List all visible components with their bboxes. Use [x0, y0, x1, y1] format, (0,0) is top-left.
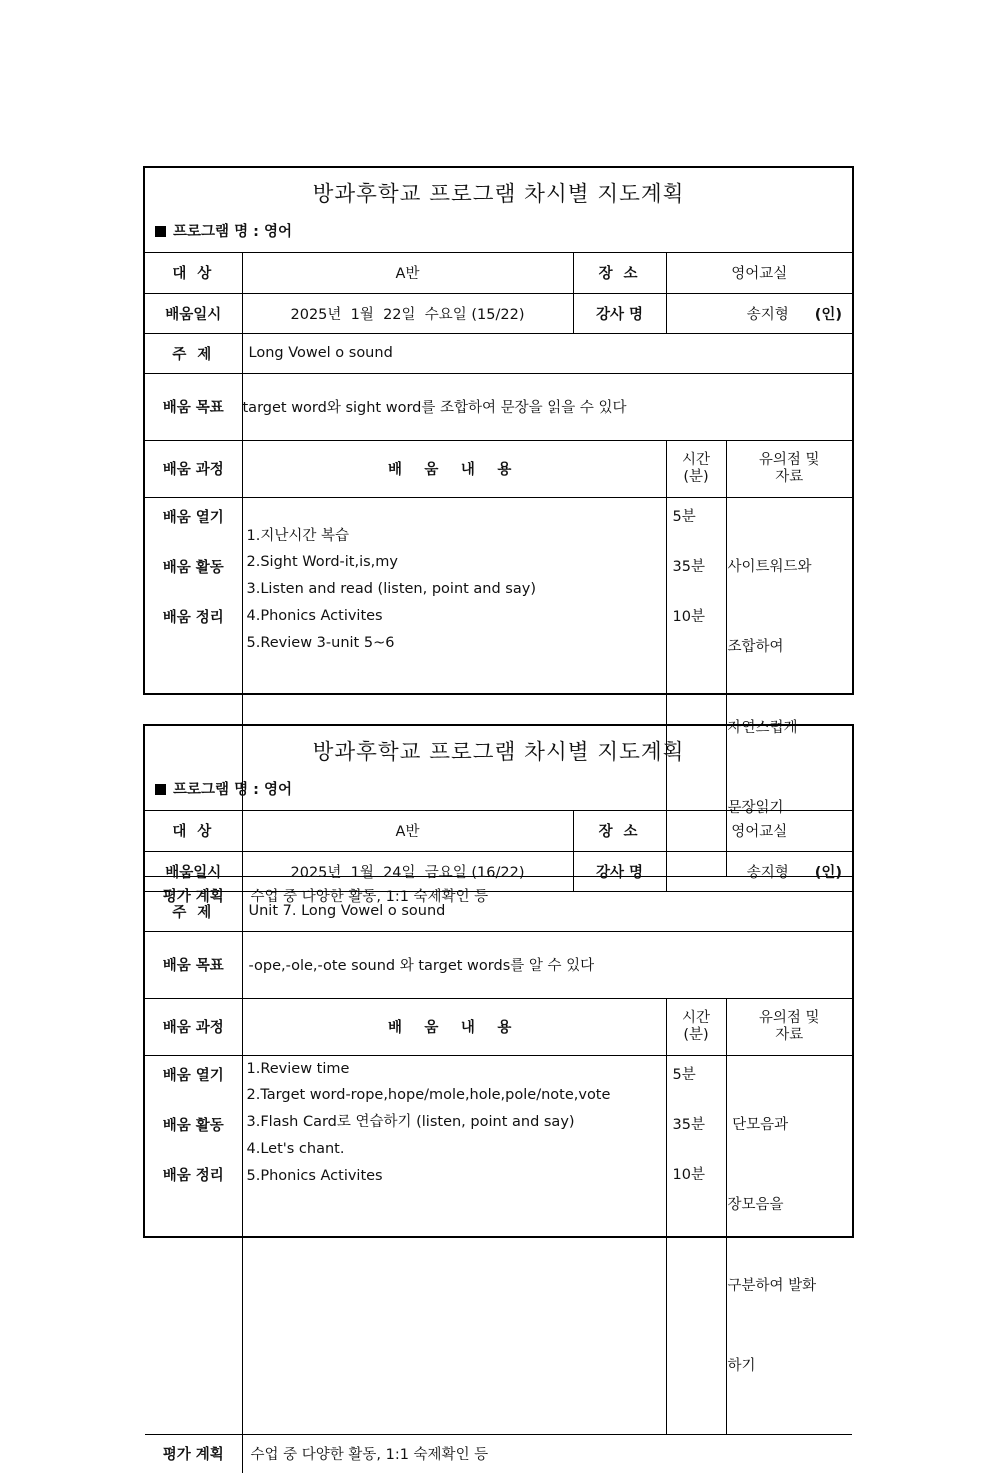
- stage-activity: 배움 활동: [162, 559, 224, 576]
- plan-header: [145, 726, 852, 811]
- program-name-text: 프로그램 명 : 영어: [173, 224, 292, 240]
- date-label: 배움일시: [145, 851, 242, 891]
- time-label-2: (분): [683, 468, 709, 485]
- date-value: 2025년 1월 22일 수요일 (15/22): [242, 293, 573, 333]
- note-line: 단모음과: [727, 1117, 789, 1134]
- program-name: [155, 778, 292, 799]
- goal-label: 배움 목표: [145, 931, 242, 998]
- time-wrap: 10분: [672, 608, 705, 625]
- plan-table: [145, 811, 852, 1473]
- place-value: 영어교실: [666, 811, 852, 851]
- target-value: A반: [242, 811, 573, 851]
- note-line: 하기: [727, 1358, 756, 1375]
- topic-value: Long Vowel o sound: [242, 333, 852, 373]
- eval-value: 수업 중 다양한 활동, 1:1 숙제확인 등: [242, 1434, 852, 1473]
- target-row: [145, 253, 852, 293]
- process-label: 배움 과정: [145, 440, 242, 497]
- seal-mark: (인): [814, 864, 842, 881]
- note-line: 장모음을: [727, 1197, 784, 1214]
- content-line: 5.Phonics Activites: [246, 1167, 383, 1184]
- content-line: 4.Let's chant.: [246, 1140, 345, 1157]
- goal-label: 배움 목표: [145, 373, 242, 440]
- place-label: 장 소: [573, 253, 666, 293]
- content-lines: [242, 1055, 666, 1434]
- notes-label-1: 유의점 및: [758, 451, 820, 468]
- time-open: 5분: [672, 508, 696, 525]
- plan-title: 방과후학교 프로그램 차시별 지도계획: [312, 182, 685, 207]
- target-value: A반: [242, 253, 573, 293]
- note-line: 구분하여 발화: [727, 1277, 817, 1294]
- date-row: [145, 293, 852, 333]
- time-values: [666, 1055, 726, 1434]
- stage-activity: 배움 활동: [162, 1117, 224, 1134]
- place-label: 장 소: [573, 811, 666, 851]
- topic-row: [145, 891, 852, 931]
- time-activity: 35분: [672, 558, 705, 575]
- content-line: 1.Review time: [246, 1060, 350, 1077]
- content-line: 1.지난시간 복습: [246, 527, 349, 544]
- notes-label-2: 자료: [775, 468, 804, 485]
- content-line: 3.Listen and read (listen, point and say): [246, 581, 536, 598]
- stage-open: 배움 열기: [162, 1067, 224, 1084]
- date-row: [145, 851, 852, 891]
- program-name: [155, 220, 292, 241]
- time-label-1: 시간: [681, 451, 710, 468]
- eval-label: 평가 계획: [145, 876, 242, 915]
- content-label: 배 움 내 용: [242, 440, 666, 497]
- stage-wrap: 배움 정리: [162, 609, 224, 626]
- teacher-cell: [666, 293, 852, 333]
- topic-value: Unit 7. Long Vowel o sound: [242, 891, 852, 931]
- goal-row: [145, 373, 852, 440]
- eval-label: 평가 계획: [145, 1434, 242, 1473]
- notes-label-2: 자료: [775, 1026, 804, 1043]
- content-line: 2.Target word-rope,hope/mole,hole,pole/note,vote: [246, 1087, 611, 1104]
- plan-title: 방과후학교 프로그램 차시별 지도계획: [312, 740, 685, 765]
- content-line: 4.Phonics Activites: [246, 607, 383, 624]
- teacher-label: 강사 명: [573, 851, 666, 891]
- notes-lines: [726, 1055, 852, 1434]
- content-label: 배 움 내 용: [242, 998, 666, 1055]
- stage-wrap: 배움 정리: [162, 1167, 224, 1184]
- note-line: 조합하여: [727, 639, 784, 656]
- time-header: [666, 440, 726, 497]
- process-header-row: [145, 998, 852, 1055]
- date-value: 2025년 1월 24일 금요일 (16/22): [242, 851, 573, 891]
- eval-value: 수업 중 다양한 활동, 1:1 숙제확인 등: [242, 876, 852, 915]
- process-row: [145, 1055, 852, 1434]
- note-line: 문장읽기: [727, 800, 784, 817]
- note-line: 사이트워드와: [727, 559, 812, 576]
- time-activity: 35분: [672, 1116, 705, 1133]
- goal-row: [145, 931, 852, 998]
- place-value: 영어교실: [666, 253, 852, 293]
- program-name-text: 프로그램 명 : 영어: [173, 782, 292, 798]
- process-label: 배움 과정: [145, 998, 242, 1055]
- teacher-value: 송지형: [746, 306, 789, 323]
- time-open: 5분: [672, 1066, 696, 1083]
- time-header: [666, 998, 726, 1055]
- process-header-row: [145, 440, 852, 497]
- lesson-plan-2: [143, 724, 854, 1464]
- plan-header: [145, 168, 852, 253]
- content-line: 5.Review 3-unit 5~6: [246, 634, 395, 651]
- stage-labels: [145, 1055, 242, 1434]
- teacher-label: 강사 명: [573, 293, 666, 333]
- time-label-2: (분): [683, 1026, 709, 1043]
- notes-header: [726, 440, 852, 497]
- seal-mark: (인): [814, 306, 842, 323]
- topic-row: [145, 333, 852, 373]
- notes-header: [726, 998, 852, 1055]
- topic-label: 주 제: [145, 891, 242, 931]
- time-wrap: 10분: [672, 1166, 705, 1183]
- square-bullet-icon: [155, 784, 166, 795]
- eval-row: [145, 1434, 852, 1473]
- stage-open: 배움 열기: [162, 509, 224, 526]
- note-line: 자연스럽게: [727, 719, 798, 736]
- date-label: 배움일시: [145, 293, 242, 333]
- teacher-value: 송지형: [746, 864, 789, 881]
- notes-label-1: 유의점 및: [758, 1009, 820, 1026]
- goal-value: target word와 sight word를 조합하여 문장을 읽을 수 있다: [242, 373, 852, 440]
- content-line: 2.Sight Word-it,is,my: [246, 554, 398, 571]
- goal-value: -ope,-ole,-ote sound 와 target words를 알 수 있다: [242, 931, 852, 998]
- target-label: 대 상: [145, 811, 242, 851]
- time-label-1: 시간: [681, 1009, 710, 1026]
- teacher-cell: [666, 851, 852, 891]
- target-row: [145, 811, 852, 851]
- topic-label: 주 제: [145, 333, 242, 373]
- content-line: [247, 498, 666, 523]
- content-line: 3.Flash Card로 연습하기 (listen, point and say): [246, 1114, 575, 1131]
- square-bullet-icon: [155, 226, 166, 237]
- target-label: 대 상: [145, 253, 242, 293]
